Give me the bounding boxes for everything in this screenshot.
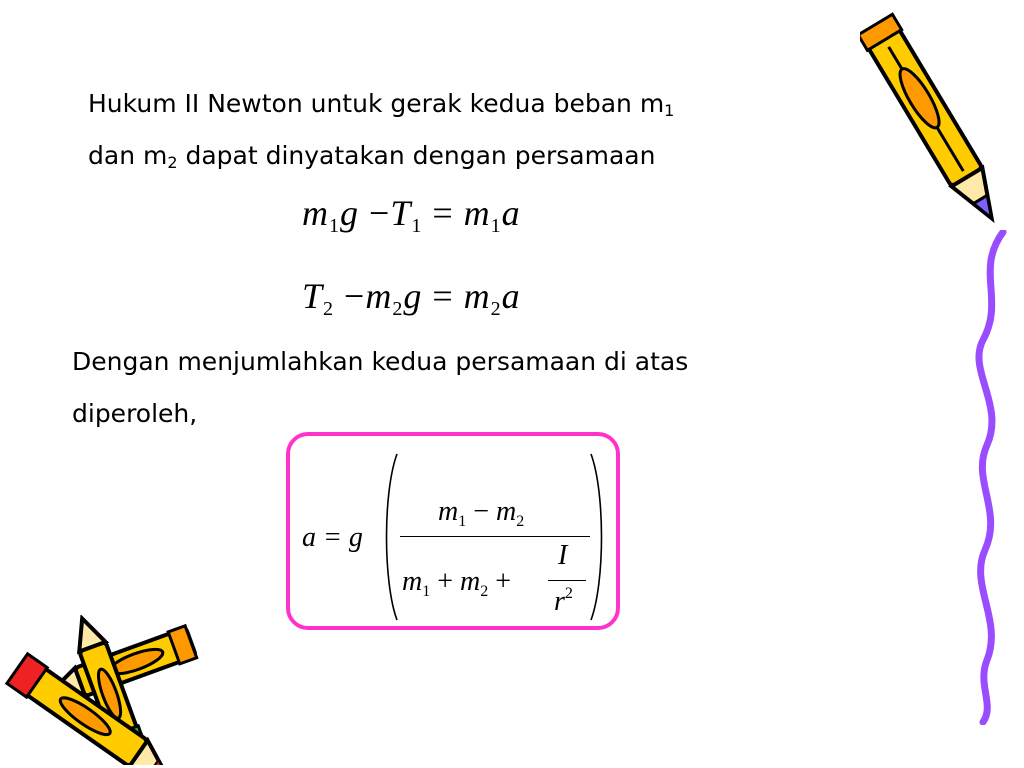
eq2-sub: 2	[490, 298, 502, 320]
crossed-pencils-icon	[0, 615, 210, 765]
eq2-T: T	[302, 276, 324, 316]
num-s1: 1	[458, 513, 467, 530]
intro-text-part3: dapat dinyatakan dengan persamaan	[177, 141, 656, 170]
result-equation-box	[286, 432, 620, 630]
eq1-equals: =	[432, 193, 454, 233]
inner-exponent: 2	[564, 585, 573, 602]
eq1-m: m	[302, 193, 329, 233]
intro-subscript-2: 2	[167, 153, 178, 172]
eq1-g: g	[340, 193, 359, 233]
intro-text-part1: Hukum II Newton untuk gerak kedua beban m	[88, 89, 665, 118]
equation-1	[302, 192, 521, 237]
inner-numerator: I	[558, 540, 568, 571]
num-minus: −	[473, 496, 490, 527]
inner-r: r	[554, 586, 565, 617]
pencil-icon	[860, 4, 1010, 244]
eq2-a: a	[501, 276, 521, 316]
eq2-m: m	[365, 276, 393, 316]
num-s2: 2	[516, 513, 525, 530]
inner-fraction-bar	[548, 580, 586, 581]
eq1-m: m	[463, 193, 491, 233]
sum-line-2: diperoleh,	[72, 399, 198, 428]
sum-line-1: Dengan menjumlahkan kedua persamaan di atas	[72, 347, 689, 376]
equation-2	[302, 275, 521, 320]
eq1-T: T	[390, 193, 412, 233]
result-denominator	[402, 566, 511, 598]
eq1-minus: −	[369, 193, 391, 233]
eq2-sub: 2	[323, 298, 335, 320]
result-numerator	[438, 496, 524, 528]
num-m2: m	[496, 496, 517, 527]
sum-paragraph	[72, 336, 832, 440]
eq1-sub: 1	[411, 215, 423, 237]
eq1-a: a	[501, 193, 521, 233]
den-m1: m	[402, 566, 423, 597]
right-paren	[588, 452, 608, 622]
den-plus-1: +	[437, 566, 454, 597]
main-fraction-bar	[400, 536, 590, 537]
num-m1: m	[438, 496, 459, 527]
squiggle-line-icon	[965, 230, 1015, 725]
eq1-sub: 1	[490, 215, 502, 237]
eq2-minus: −	[344, 276, 366, 316]
result-lhs: a = g	[302, 522, 363, 553]
intro-subscript-1: 1	[664, 101, 675, 120]
den-s1: 1	[422, 583, 431, 600]
eq1-sub: 1	[329, 215, 340, 237]
intro-text-part2: dan m	[88, 141, 168, 170]
den-s2: 2	[480, 583, 489, 600]
inner-denominator	[554, 586, 573, 618]
den-m2: m	[460, 566, 481, 597]
intro-paragraph	[88, 78, 848, 182]
left-paren	[380, 452, 400, 622]
eq2-sub: 2	[392, 298, 404, 320]
eq2-g: g	[403, 276, 423, 316]
den-plus-2: +	[495, 566, 512, 597]
eq2-equals: =	[432, 276, 454, 316]
eq2-m: m	[463, 276, 491, 316]
